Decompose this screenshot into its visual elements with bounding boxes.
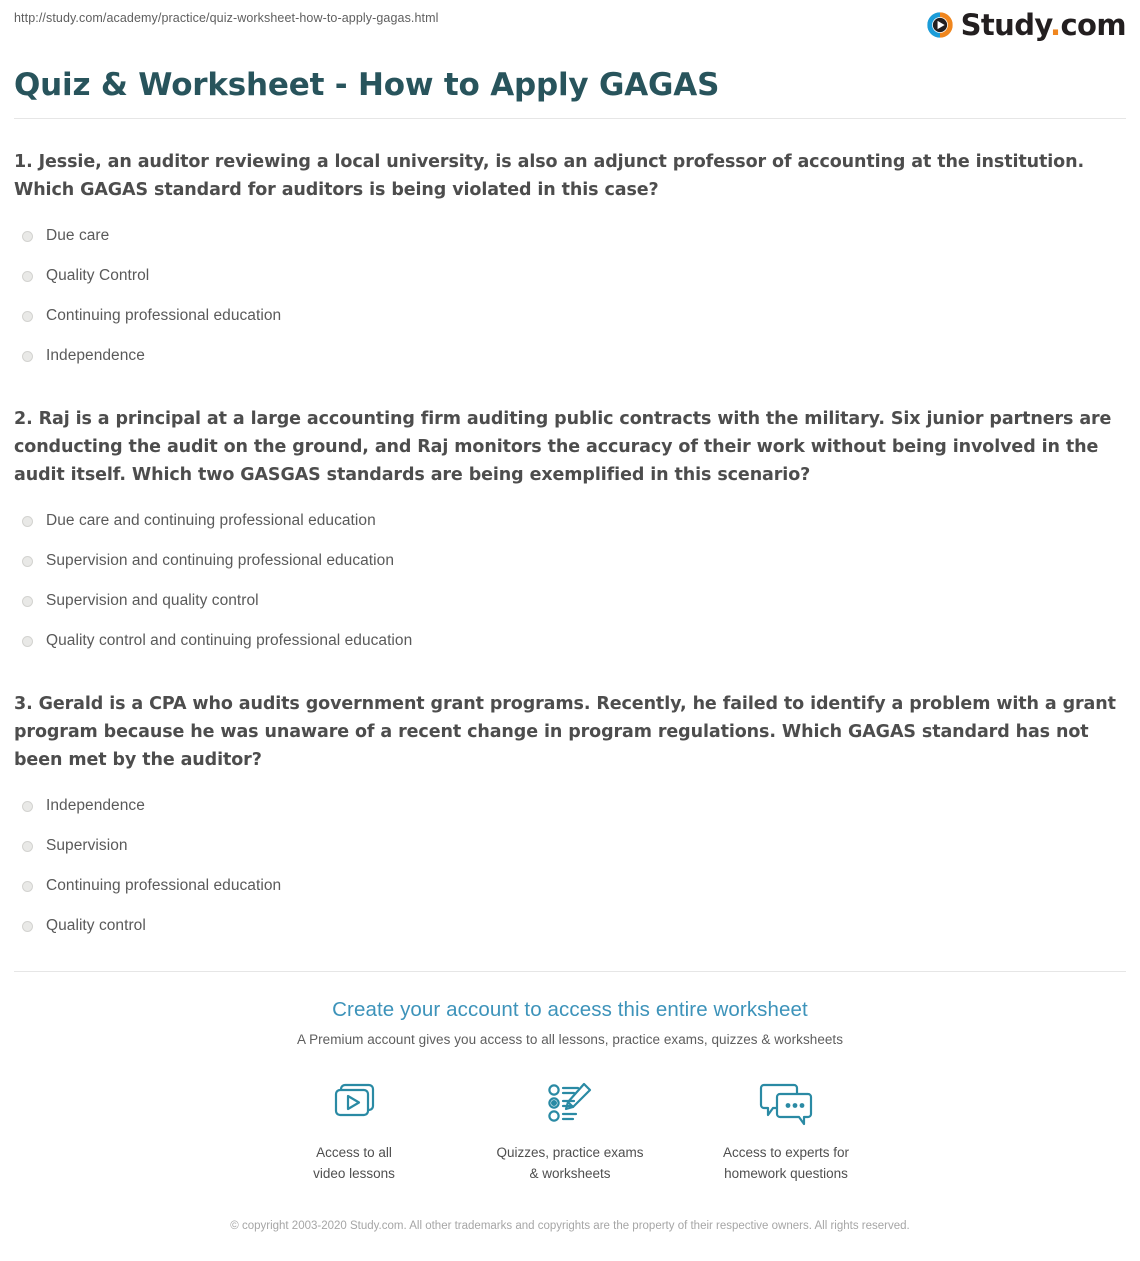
answer-option[interactable]	[14, 216, 1126, 256]
study-logo[interactable]	[925, 8, 1126, 42]
radio-button-icon[interactable]	[22, 516, 33, 527]
feature-caption	[678, 1142, 894, 1184]
feature-video-lessons	[246, 1076, 462, 1184]
answer-label: Continuing professional education	[46, 307, 282, 324]
answer-label: Independence	[46, 347, 145, 364]
radio-button-icon[interactable]	[22, 351, 33, 362]
answer-label: Supervision and continuing professional education	[46, 552, 394, 569]
logo-word-com: com	[1060, 8, 1126, 42]
logo-word-study: Study	[960, 8, 1051, 42]
question-text: 1. Jessie, an auditor reviewing a local university, is also an adjunct professor of accounting at the institution. Which GAGAS standard for auditors is being violated in this case?	[14, 152, 1085, 200]
answer-list	[14, 786, 1126, 946]
feature-caption-line2: homework questions	[724, 1166, 848, 1181]
video-lessons-icon	[246, 1076, 462, 1134]
promo-section	[0, 971, 1140, 1235]
answer-option[interactable]	[14, 621, 1126, 661]
answer-label: Supervision and quality control	[46, 592, 259, 609]
radio-button-icon[interactable]	[22, 801, 33, 812]
feature-caption-line2: & worksheets	[529, 1166, 611, 1181]
radio-button-icon[interactable]	[22, 271, 33, 282]
answer-option[interactable]	[14, 541, 1126, 581]
url-text: http://study.com/academy/practice/quiz-worksheet-how-to-apply-gagas.html	[14, 11, 439, 25]
create-account-link[interactable]: Create your account to access this entire worksheet	[332, 998, 808, 1021]
promo-subheading: A Premium account gives you access to all lessons, practice exams, quizzes & worksheets	[296, 1032, 844, 1047]
radio-button-icon[interactable]	[22, 841, 33, 852]
answer-list	[14, 216, 1126, 376]
answer-list	[14, 501, 1126, 661]
feature-caption-line1: Access to all	[316, 1145, 392, 1160]
answer-label: Independence	[46, 797, 145, 814]
answer-label: Due care	[46, 227, 110, 244]
chat-bubbles-icon	[678, 1076, 894, 1134]
play-circle-icon	[925, 10, 955, 40]
logo-dot: .	[1050, 8, 1061, 42]
answer-label: Quality Control	[46, 267, 150, 284]
question-block	[14, 405, 1126, 661]
title-divider	[14, 118, 1126, 119]
feature-experts	[678, 1076, 894, 1184]
feature-caption-line1: Access to experts for	[722, 1145, 850, 1160]
question-text: 2. Raj is a principal at a large accounting firm auditing public contracts with the military. Six junior partners are conducting the audit on the ground, and Raj monitors the accuracy of their work without being involved in the audit itself. Which two GASGAS standards are being exemplified in this scenario?	[14, 409, 1112, 485]
answer-label: Due care and continuing professional education	[46, 512, 376, 529]
copyright-text: © copyright 2003-2020 Study.com. All other trademarks and copyrights are the property of their respective owners. All rights reserved.	[230, 1220, 910, 1232]
page-header	[0, 0, 1140, 60]
feature-caption	[462, 1142, 678, 1184]
answer-option[interactable]	[14, 906, 1126, 946]
answer-option[interactable]	[14, 786, 1126, 826]
promo-divider	[14, 971, 1126, 972]
feature-quizzes	[462, 1076, 678, 1184]
radio-button-icon[interactable]	[22, 881, 33, 892]
answer-option[interactable]	[14, 866, 1126, 906]
answer-option[interactable]	[14, 296, 1126, 336]
feature-caption	[246, 1142, 462, 1184]
question-block	[14, 148, 1126, 376]
quiz-checklist-pencil-icon	[462, 1076, 678, 1134]
promo-feature-list	[14, 1076, 1126, 1184]
answer-option[interactable]	[14, 336, 1126, 376]
answer-label: Continuing professional education	[46, 877, 282, 894]
radio-button-icon[interactable]	[22, 231, 33, 242]
answer-label: Supervision	[46, 837, 128, 854]
question-block	[14, 690, 1126, 946]
quiz-body	[0, 148, 1140, 946]
radio-button-icon[interactable]	[22, 311, 33, 322]
radio-button-icon[interactable]	[22, 596, 33, 607]
answer-option[interactable]	[14, 256, 1126, 296]
answer-label: Quality control and continuing professional education	[46, 632, 413, 649]
page-title: Quiz & Worksheet - How to Apply GAGAS	[14, 67, 720, 103]
feature-caption-line2: video lessons	[313, 1166, 395, 1181]
answer-label: Quality control	[46, 917, 146, 934]
question-text: 3. Gerald is a CPA who audits government grant programs. Recently, he failed to identify a problem with a grant program because he was unaware of a recent change in program regulations. Which GAGAS standard has not been met by the auditor?	[14, 694, 1116, 770]
answer-option[interactable]	[14, 581, 1126, 621]
radio-button-icon[interactable]	[22, 636, 33, 647]
feature-caption-line1: Quizzes, practice exams	[496, 1145, 644, 1160]
answer-option[interactable]	[14, 501, 1126, 541]
logo-wordmark	[961, 10, 1126, 40]
radio-button-icon[interactable]	[22, 556, 33, 567]
radio-button-icon[interactable]	[22, 921, 33, 932]
answer-option[interactable]	[14, 826, 1126, 866]
